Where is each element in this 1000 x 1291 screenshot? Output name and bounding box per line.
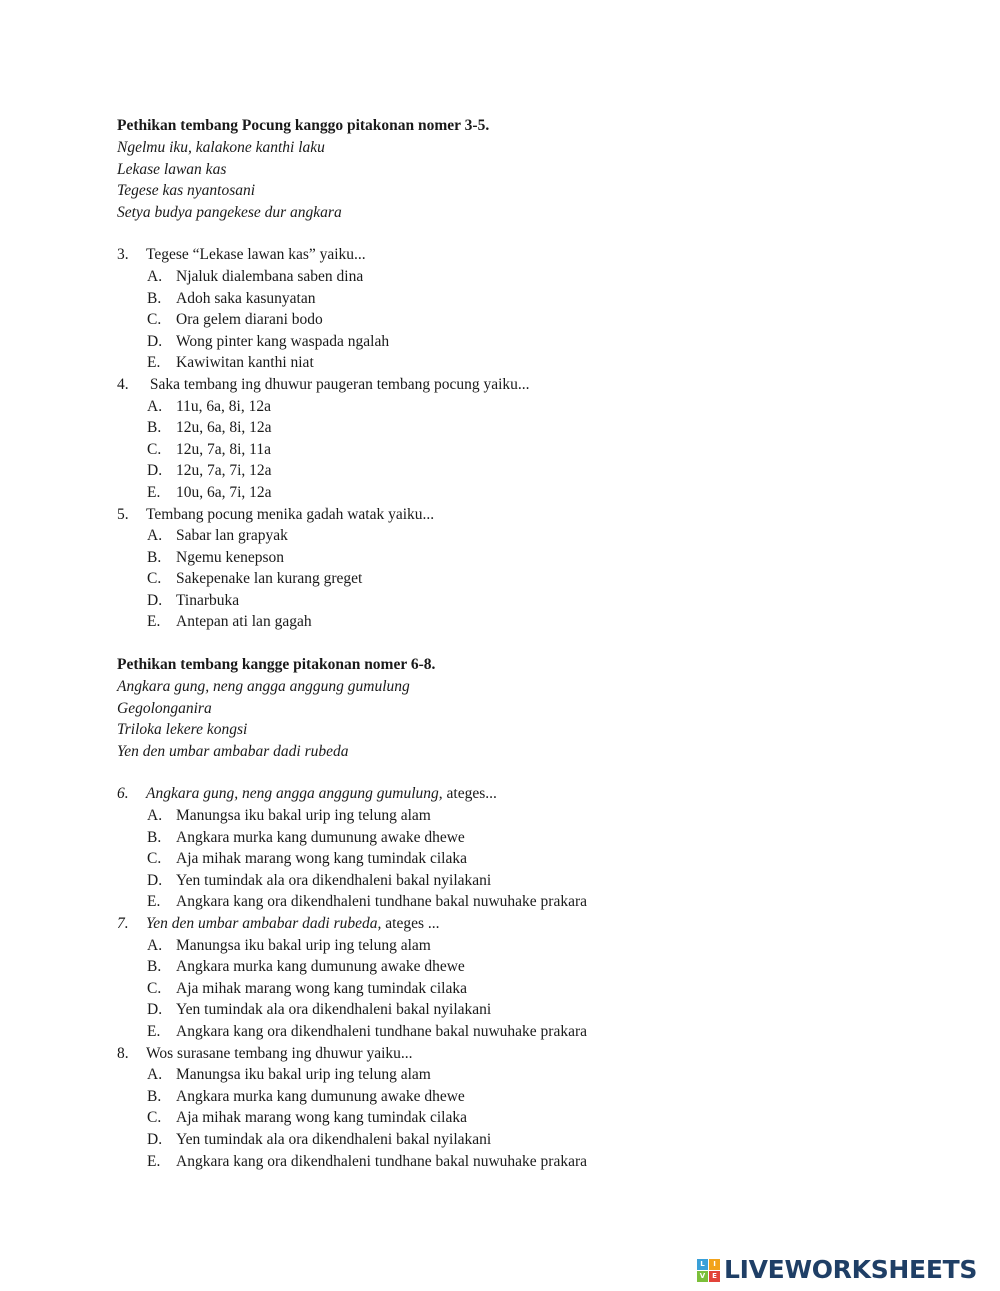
option-letter: E. xyxy=(147,1152,161,1170)
option-e[interactable] xyxy=(117,1151,957,1173)
option-text: Ngemu kenepson xyxy=(176,548,285,566)
option-e[interactable] xyxy=(117,611,957,633)
option-letter: E. xyxy=(147,354,161,372)
question-4 xyxy=(117,374,957,396)
logo-block: L xyxy=(697,1259,708,1270)
option-text: Yen tumindak ala ora dikendhaleni bakal nyilakani xyxy=(176,1001,492,1019)
question-text: Saka tembang ing dhuwur paugeran tembang pocung yaiku... xyxy=(146,375,530,393)
option-letter: B. xyxy=(147,548,162,566)
option-letter: B. xyxy=(147,1087,162,1105)
question-text: ateges... xyxy=(442,785,497,803)
logo-block: E xyxy=(709,1271,720,1282)
option-e[interactable] xyxy=(117,482,957,504)
option-text: Angkara murka kang dumunung awake dhewe xyxy=(176,828,465,846)
option-b[interactable] xyxy=(117,827,957,849)
option-letter: E. xyxy=(147,893,161,911)
option-letter: E. xyxy=(147,613,161,631)
option-b[interactable] xyxy=(117,288,957,310)
option-d[interactable] xyxy=(117,1129,957,1151)
question-number: 7. xyxy=(117,915,129,932)
logo-block: I xyxy=(709,1259,720,1270)
question-text: Tembang pocung menika gadah watak yaiku... xyxy=(146,505,435,523)
option-letter: D. xyxy=(147,332,163,350)
option-letter: E. xyxy=(147,483,161,501)
option-d[interactable] xyxy=(117,460,957,482)
option-text: Yen tumindak ala ora dikendhaleni bakal nyilakani xyxy=(176,1130,492,1148)
verse-line: Gegolonganira xyxy=(117,699,212,717)
option-d[interactable] xyxy=(117,999,957,1021)
option-text: Tinarbuka xyxy=(176,591,240,609)
option-text: Njaluk dialembana saben dina xyxy=(176,267,364,285)
option-letter: A. xyxy=(147,267,163,285)
question-number: 8. xyxy=(117,1044,129,1062)
option-a[interactable] xyxy=(117,525,957,547)
option-text: 12u, 6a, 8i, 12a xyxy=(176,419,272,437)
option-text: Angkara murka kang dumunung awake dhewe xyxy=(176,958,465,976)
question-quote: Yen den umbar ambabar dadi rubeda, xyxy=(146,915,382,932)
option-letter: C. xyxy=(147,979,162,997)
verse-line: Ngelmu iku, kalakone kanthi laku xyxy=(117,139,325,156)
logo-block: V xyxy=(697,1271,708,1282)
option-text: Kawiwitan kanthi niat xyxy=(176,354,314,372)
option-text: Angkara kang ora dikendhaleni tundhane bakal nuwuhake prakara xyxy=(176,1022,588,1040)
option-letter: C. xyxy=(147,1109,162,1127)
option-letter: D. xyxy=(147,1001,163,1019)
option-letter: D. xyxy=(147,462,163,480)
option-letter: C. xyxy=(147,440,162,458)
option-e[interactable] xyxy=(117,1021,957,1043)
option-letter: B. xyxy=(147,289,162,307)
option-a[interactable] xyxy=(117,935,957,957)
question-5 xyxy=(117,504,957,526)
option-b[interactable] xyxy=(117,547,957,569)
option-letter: D. xyxy=(147,871,163,889)
question-7 xyxy=(117,913,957,935)
liveworksheets-logo xyxy=(697,1254,977,1286)
verse-line: Lekase lawan kas xyxy=(117,160,227,178)
option-a[interactable] xyxy=(117,1064,957,1086)
option-letter: B. xyxy=(147,828,162,846)
verse-line: Triloka lekere kongsi xyxy=(117,721,248,739)
option-c[interactable] xyxy=(117,1107,957,1129)
option-a[interactable] xyxy=(117,266,957,288)
question-text: Tegese “Lekase lawan kas” yaiku... xyxy=(146,246,366,264)
option-letter: A. xyxy=(147,397,163,415)
option-b[interactable] xyxy=(117,417,957,439)
verse-line: Angkara gung, neng angga anggung gumulung xyxy=(117,678,410,696)
question-quote: Angkara gung, neng angga anggung gumulung, xyxy=(146,785,443,803)
option-c[interactable] xyxy=(117,848,957,870)
worksheet-page xyxy=(117,115,957,1172)
option-text: Aja mihak marang wong kang tumindak cilaka xyxy=(176,850,467,868)
logo-text: LIVEWORKSHEETS xyxy=(724,1255,978,1284)
option-text: Aja mihak marang wong kang tumindak cilaka xyxy=(176,1109,467,1127)
option-c[interactable] xyxy=(117,568,957,590)
option-e[interactable] xyxy=(117,891,957,913)
option-text: Ora gelem diarani bodo xyxy=(176,311,323,329)
option-text: Manungsa iku bakal urip ing telung alam xyxy=(176,936,431,954)
question-number: 3. xyxy=(117,246,129,264)
option-letter: B. xyxy=(147,958,162,976)
option-letter: A. xyxy=(147,807,163,825)
section-heading-2: Pethikan tembang kangge pitakonan nomer 6-8. xyxy=(117,656,436,674)
question-number: 4. xyxy=(117,375,129,393)
option-letter: C. xyxy=(147,570,162,588)
verse-line: Tegese kas nyantosani xyxy=(117,182,256,200)
option-text: Manungsa iku bakal urip ing telung alam xyxy=(176,1066,431,1084)
question-6 xyxy=(117,783,957,805)
question-text: ateges ... xyxy=(381,915,440,932)
question-number: 6. xyxy=(117,785,129,803)
option-letter: D. xyxy=(147,1130,163,1148)
option-c[interactable] xyxy=(117,439,957,461)
option-text: Sakepenake lan kurang greget xyxy=(176,570,363,588)
option-b[interactable] xyxy=(117,956,957,978)
question-3 xyxy=(117,244,957,266)
option-text: 12u, 7a, 7i, 12a xyxy=(176,462,272,480)
option-text: Manungsa iku bakal urip ing telung alam xyxy=(176,807,431,825)
option-d[interactable] xyxy=(117,590,957,612)
option-e[interactable] xyxy=(117,352,957,374)
option-d[interactable] xyxy=(117,331,957,353)
option-a[interactable] xyxy=(117,805,957,827)
option-letter: A. xyxy=(147,527,163,545)
option-text: Yen tumindak ala ora dikendhaleni bakal nyilakani xyxy=(176,871,492,889)
option-text: Angkara kang ora dikendhaleni tundhane bakal nuwuhake prakara xyxy=(176,893,588,911)
question-number: 5. xyxy=(117,505,129,523)
option-text: 11u, 6a, 8i, 12a xyxy=(176,397,271,415)
option-letter: D. xyxy=(147,591,163,609)
option-letter: C. xyxy=(147,311,162,329)
logo-blocks-icon xyxy=(697,1259,720,1282)
option-text: Wong pinter kang waspada ngalah xyxy=(176,332,390,350)
option-letter: A. xyxy=(147,1066,163,1084)
option-letter: B. xyxy=(147,419,162,437)
option-b[interactable] xyxy=(117,1086,957,1108)
question-text: Wos surasane tembang ing dhuwur yaiku... xyxy=(146,1044,413,1062)
option-c[interactable] xyxy=(117,978,957,1000)
option-letter: C. xyxy=(147,850,162,868)
option-text: Adoh saka kasunyatan xyxy=(176,289,316,307)
option-text: Aja mihak marang wong kang tumindak cilaka xyxy=(176,979,467,997)
option-text: Antepan ati lan gagah xyxy=(176,613,312,631)
verse-line: Setya budya pangekese dur angkara xyxy=(117,203,342,221)
option-text: Angkara kang ora dikendhaleni tundhane bakal nuwuhake prakara xyxy=(176,1152,588,1170)
option-text: 10u, 6a, 7i, 12a xyxy=(176,483,272,501)
verse-line: Yen den umbar ambabar dadi rubeda xyxy=(117,742,349,760)
option-text: Sabar lan grapyak xyxy=(176,527,288,545)
option-letter: E. xyxy=(147,1022,161,1040)
option-letter: A. xyxy=(147,936,163,954)
option-a[interactable] xyxy=(117,396,957,418)
option-c[interactable] xyxy=(117,309,957,331)
question-8 xyxy=(117,1043,957,1065)
option-text: Angkara murka kang dumunung awake dhewe xyxy=(176,1087,465,1105)
option-text: 12u, 7a, 8i, 11a xyxy=(176,440,271,458)
section-heading-1: Pethikan tembang Pocung kanggo pitakonan nomer 3-5. xyxy=(117,117,490,134)
option-d[interactable] xyxy=(117,870,957,892)
